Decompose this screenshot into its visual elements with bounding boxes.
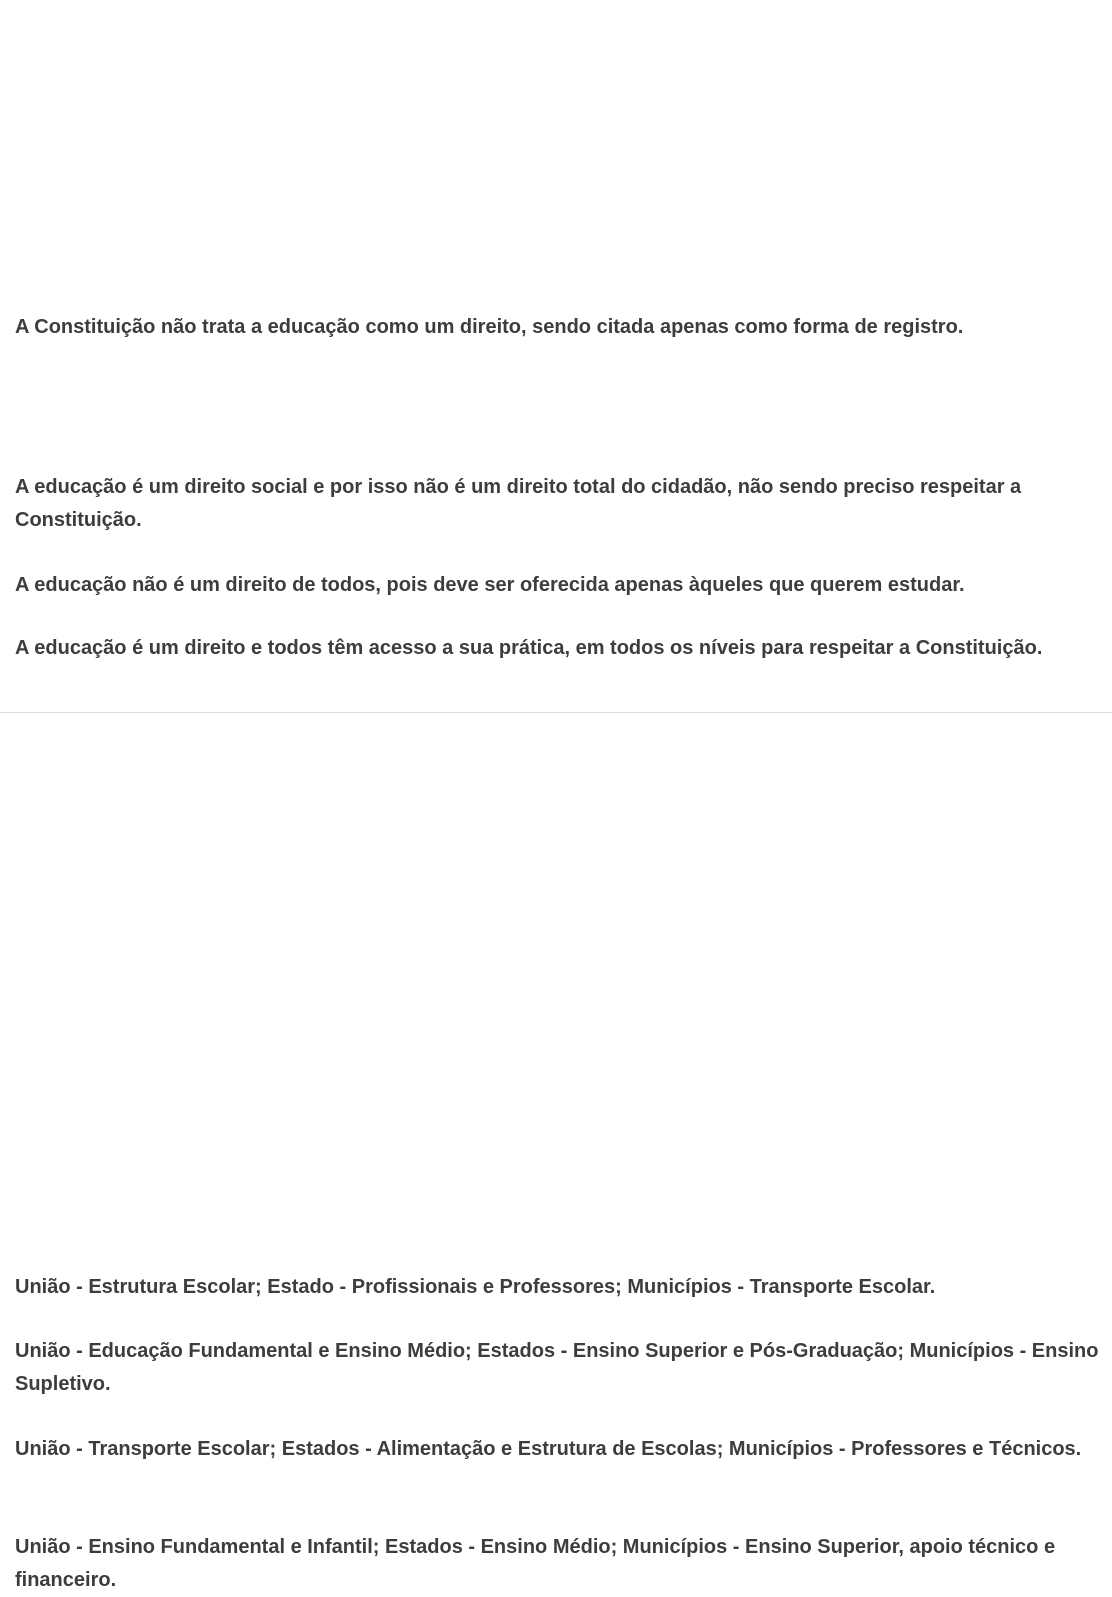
question-divider [0,712,1112,713]
answer-option[interactable]: União - Ensino Fundamental e Infantil; Estados - Ensino Médio; Municípios - Ensino Superior, apoio técnico e financeiro. [15,1536,1056,1591]
answer-option[interactable]: União - Educação Fundamental e Ensino Médio; Estados - Ensino Superior e Pós-Graduação; Municípios - Ensino Supletivo. [15,1340,1099,1395]
answer-option[interactable]: A educação é um direito e todos têm acesso a sua prática, em todos os níveis para respeitar a Constituição. [15,637,1043,659]
answer-option[interactable]: A Constituição não trata a educação como um direito, sendo citada apenas como forma de registro. [15,316,964,338]
answer-option[interactable]: União - Transporte Escolar; Estados - Alimentação e Estrutura de Escolas; Municípios - Professores e Técnicos. [15,1438,1082,1460]
answer-option[interactable]: União - Estrutura Escolar; Estado - Profissionais e Professores; Municípios - Transporte Escolar. [15,1276,936,1298]
answer-option[interactable]: A educação é um direito social e por isso não é um direito total do cidadão, não sendo preciso respeitar a Constituição. [15,476,1022,531]
answer-option[interactable]: A educação não é um direito de todos, pois deve ser oferecida apenas àqueles que querem estudar. [15,574,965,596]
